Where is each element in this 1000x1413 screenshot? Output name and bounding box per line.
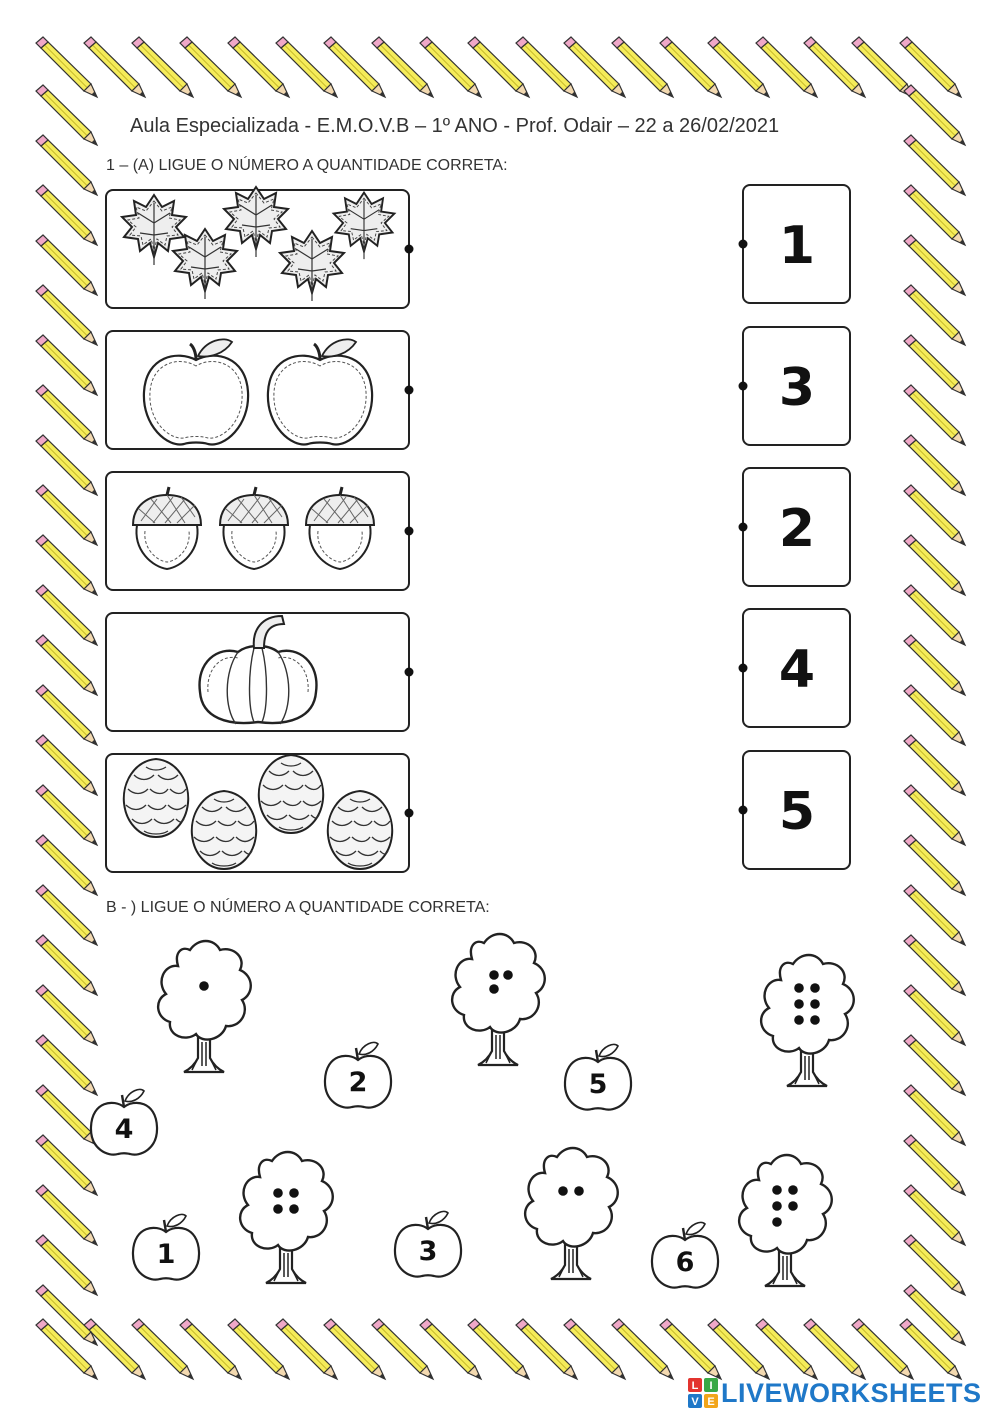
connector-dot[interactable] <box>405 245 414 254</box>
number-card-label: 4 <box>778 640 816 700</box>
number-apple <box>133 1214 199 1279</box>
tree-dot <box>289 1204 299 1214</box>
tree-dot <box>810 1015 820 1025</box>
number-card <box>739 609 851 727</box>
tree-dot <box>794 1015 804 1025</box>
tree-dot <box>503 970 513 980</box>
number-apple <box>91 1089 157 1154</box>
tree-dot <box>772 1217 782 1227</box>
number-apple-label: 2 <box>348 1067 368 1098</box>
number-card-label: 5 <box>778 782 816 842</box>
tree-dot <box>273 1204 283 1214</box>
connector-dot[interactable] <box>739 523 748 532</box>
picture-box-leaf <box>106 187 414 308</box>
tree-icon <box>240 1152 333 1283</box>
footer-brand: LIVEWORKSHEETS <box>721 1377 982 1408</box>
tree-dot <box>558 1186 568 1196</box>
tree-icon <box>158 941 251 1072</box>
number-card-label: 2 <box>778 499 816 559</box>
connector-dot[interactable] <box>405 386 414 395</box>
number-apple <box>325 1042 391 1107</box>
tree-dot <box>810 983 820 993</box>
number-card-label: 3 <box>778 358 816 418</box>
tree-dot <box>810 999 820 1009</box>
liveworksheets-logo-icon <box>688 1378 718 1408</box>
number-card <box>739 751 851 869</box>
connector-dot[interactable] <box>739 382 748 391</box>
tree-dot <box>199 981 209 991</box>
number-cards <box>739 185 851 869</box>
picture-box-apple <box>106 331 414 449</box>
tree-icon <box>761 955 854 1086</box>
pinecone-icon <box>328 791 392 869</box>
tree-icon <box>452 934 545 1065</box>
number-card <box>739 327 851 445</box>
tree-figure <box>525 1148 618 1279</box>
section-b-figures <box>91 934 854 1288</box>
tree-dot <box>788 1185 798 1195</box>
tree-figure <box>761 955 854 1086</box>
logo-letter-v: V <box>691 1396 699 1408</box>
tree-dot <box>489 970 499 980</box>
tree-dot <box>489 984 499 994</box>
number-card-label: 1 <box>778 216 816 276</box>
tree-figure <box>158 941 251 1072</box>
tree-figure <box>240 1152 333 1283</box>
number-apple <box>395 1211 461 1276</box>
tree-dot <box>574 1186 584 1196</box>
tree-icon <box>739 1155 832 1286</box>
instruction-section-b: B - ) LIGUE O NÚMERO A QUANTIDADE CORRETA: <box>106 899 490 916</box>
pinecone-icon <box>124 759 188 837</box>
tree-dot <box>788 1201 798 1211</box>
connector-dot[interactable] <box>739 664 748 673</box>
connector-dot[interactable] <box>739 806 748 815</box>
logo-letter-e: E <box>707 1396 715 1408</box>
tree-dot <box>273 1188 283 1198</box>
picture-box-acorn <box>106 472 414 590</box>
number-card <box>739 468 851 586</box>
picture-box-pinecone <box>106 754 414 872</box>
number-card <box>739 185 851 303</box>
connector-dot[interactable] <box>739 240 748 249</box>
pinecone-icon <box>192 791 256 869</box>
tree-dot <box>794 983 804 993</box>
number-apple-label: 1 <box>156 1239 176 1270</box>
pinecone-icon <box>259 755 323 833</box>
number-apple <box>565 1044 631 1109</box>
picture-boxes <box>106 187 414 872</box>
instruction-section-a: 1 – (A) LIGUE O NÚMERO A QUANTIDADE CORRETA: <box>106 157 508 174</box>
tree-figure <box>739 1155 832 1286</box>
connector-dot[interactable] <box>405 527 414 536</box>
number-apple-label: 6 <box>675 1247 695 1278</box>
connector-dot[interactable] <box>405 809 414 818</box>
tree-dot <box>794 999 804 1009</box>
number-apple-label: 3 <box>418 1236 438 1267</box>
number-apple <box>652 1222 718 1287</box>
number-apple-label: 5 <box>588 1069 608 1100</box>
connector-dot[interactable] <box>405 668 414 677</box>
tree-dot <box>289 1188 299 1198</box>
liveworksheets-logo <box>688 1378 982 1408</box>
number-apple-label: 4 <box>114 1114 134 1145</box>
logo-letter-l: L <box>691 1380 699 1392</box>
tree-dot <box>772 1201 782 1211</box>
tree-dot <box>772 1185 782 1195</box>
picture-box-pumpkin <box>106 613 414 731</box>
tree-icon <box>525 1148 618 1279</box>
page-title: Aula Especializada - E.M.O.V.B – 1º ANO - Prof. Odair – 22 a 26/02/2021 <box>130 115 780 137</box>
tree-figure <box>452 934 545 1065</box>
logo-letter-i: I <box>709 1380 713 1392</box>
